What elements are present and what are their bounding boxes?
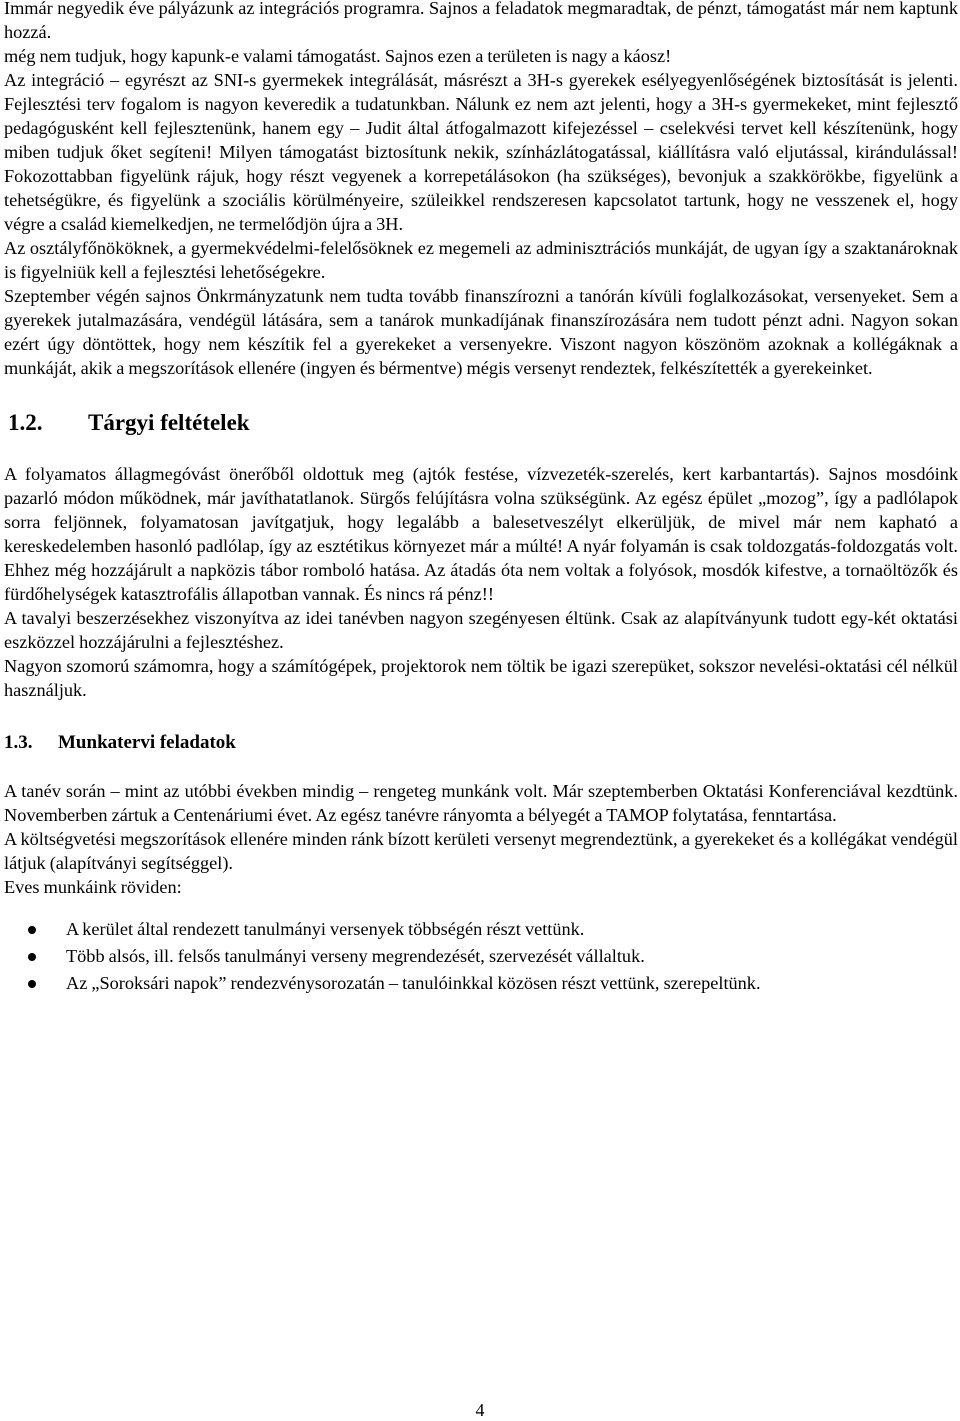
list-item: [4, 970, 958, 997]
section-heading: [4, 410, 958, 436]
paragraph: A költségvetési megszorítások ellenére minden ránk bízott kerületi versenyt megrendeztünk, a gyerekeket és a kollégákat vendégül látjuk (alapítványi segítséggel).: [4, 829, 958, 873]
paragraph: A folyamatos állagmegóvást önerőből oldottuk meg (ajtók festése, vízvezeték-szerelés, kert karbantartás). Sajnos mosdóink pazarló módon működnek, már javíthatatlanok. Sürgős felújításra volna szükségünk. Az egész épület „mozog”, így a padlólapok sorra feljönnek, folyamatosan javítgatjuk, hogy legalább a balesetveszélyt elkerüljük, de mivel már nem kapható a kereskedelemben hasonló padlólap, így az esztétikus környezet már a múlté! A nyár folyamán is csak toldozgatás-foldozgatás volt. Ehhez még hozzájárult a napközis tábor romboló hatása. Az átadás óta nem voltak a folyósok, mosdók kifestve, a tornaöltözők és fürdőhelységek katasztrofális állapotban vannak. És nincs rá pénz!!: [4, 464, 958, 604]
section-title: Tárgyi feltételek: [88, 410, 250, 435]
page-number: 4: [475, 1400, 485, 1420]
paragraph: még nem tudjuk, hogy kapunk-e valami támogatást. Sajnos ezen a területen is nagy a káosz!: [4, 46, 672, 66]
paragraph: A tavalyi beszerzésekhez viszonyítva az idei tanévben nagyon szegényesen éltünk. Csak az alapítványunk tudott egy-két oktatási eszközzel hozzájárulni a fejlesztéshez.: [4, 608, 958, 652]
paragraph: Immár negyedik éve pályázunk az integrációs programra. Sajnos a feladatok megmaradtak, de pénzt, támogatást már nem kaptunk hozzá.: [4, 0, 958, 42]
section-number: 1.3.: [4, 732, 33, 753]
paragraph: Eves munkáink röviden:: [4, 877, 182, 897]
bullet-icon: [28, 953, 36, 961]
list-item: [4, 916, 958, 943]
paragraph: Nagyon szomorú számomra, hogy a számítógépek, projektorok nem töltik be igazi szerepüket, sokszor nevelési-oktatási cél nélkül használjuk.: [4, 656, 958, 700]
bullet-icon: [28, 926, 36, 934]
list-item: [4, 943, 958, 970]
section-title: Munkatervi feladatok: [58, 732, 236, 753]
section-heading: [4, 731, 958, 755]
section-number: 1.2.: [8, 410, 43, 435]
paragraph: Az integráció – egyrészt az SNI-s gyermekek integrálását, másrészt a 3H-s gyerekek esélyegyenlőségének biztosítását is jelenti. Fejlesztési terv fogalom is nagyon keveredik a tudatunkban. Nálunk ez nem azt jelenti, hogy a 3H-s gyermekeket, mint fejlesztő pedagógusként kell fejlesztenünk, hanem egy – Judit által átfogalmazott kifejezéssel – cselekvési tervet kell készítenünk, hogy miben tudjuk őket segíteni! Milyen támogatást biztosítunk nekik, színházlátogatással, kiállításra való eljutással, kirándulással! Fokozottabban figyelünk rájuk, hogy részt vegyenek a korrepetálásokon (ha szükséges), bevonjuk a szakkörökbe, figyelünk a tehetségükre, és figyelünk a szociális körülményeire, szüleikkel rendszeresen kapcsolatot tartunk, hogy ne vesszenek el, hogy végre a család kiemelkedjen, ne termelődjön újra a 3H.: [4, 70, 958, 234]
paragraph: Az osztályfőnököknek, a gyermekvédelmi-felelősöknek ez megemeli az adminisztrációs munkáját, de ugyan így a szaktanároknak is figyelniük kell a fejlesztési lehetőségekre.: [4, 238, 958, 282]
bullet-icon: [28, 980, 36, 988]
paragraph: Szeptember végén sajnos Önkrmányzatunk nem tudta tovább finanszírozni a tanórán kívüli foglalkozásokat, versenyeket. Sem a gyerekek jutalmazására, vendégül látására, sem a tanárok munkadíjának finanszírozására nem tudott pénzt adni. Nagyon sokan ezért úgy döntöttek, hogy nem készítik fel a gyerekeket a versenyekre. Viszont nagyon köszönöm azoknak a kollégáknak a munkáját, akik a megszorítások ellenére (ingyen és bérmentve) mégis versenyt rendeztek, felkészítették a gyerekeinket.: [4, 286, 958, 378]
list-item-text: Az „Soroksári napok” rendezvénysorozatán – tanulóinkkal közösen részt vettünk, szerepeltünk.: [66, 973, 761, 993]
list-item-text: Több alsós, ill. felsős tanulmányi verseny megrendezését, szervezését vállaltuk.: [66, 946, 645, 966]
document-page: [4, 0, 958, 997]
paragraph: A tanév során – mint az utóbbi években mindig – rengeteg munkánk volt. Már szeptemberben Oktatási Konferenciával kezdtünk. Novemberben zártuk a Centenáriumi évet. Az egész tanévre rányomta a bélyegét a TAMOP folytatása, fenntartása.: [4, 781, 958, 825]
bullet-list: [4, 916, 958, 997]
list-item-text: A kerület által rendezett tanulmányi versenyek többségén részt vettünk.: [66, 919, 585, 939]
